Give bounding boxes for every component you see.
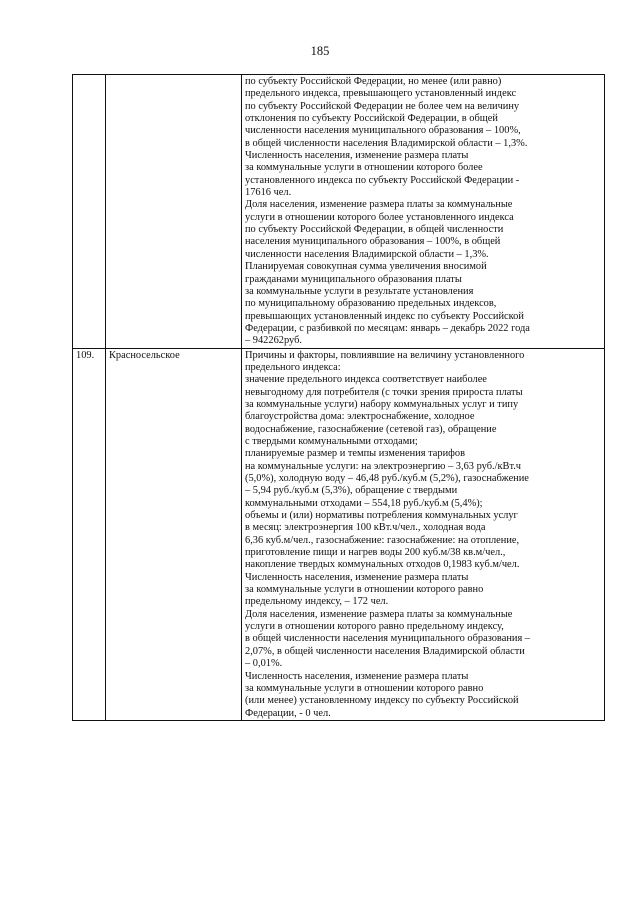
text-line: в общей численности населения Владимирской области – 1,3%. — [245, 137, 528, 149]
text-line: Численность населения, изменение размера платы — [245, 571, 469, 583]
text-line: (или менее) установленному индексу по субъекту Российской — [245, 695, 519, 707]
text-line: с твердыми коммунальными отходами; — [245, 435, 418, 447]
text-line: Доля населения, изменение размера платы за коммунальные — [245, 608, 513, 620]
text-line: невыгодному для потребителя (с точки зрения прироста платы — [245, 386, 523, 398]
text-line: по муниципальному образованию предельных индексов, — [245, 298, 497, 310]
text-line: планируемые размер и темпы изменения тарифов — [245, 448, 465, 460]
text-line: предельному индексу, – 172 чел. — [245, 596, 389, 608]
text-line: Доля населения, изменение размера платы за коммунальные — [245, 199, 513, 211]
text-line: населения муниципального образования – 100%, в общей — [245, 236, 501, 248]
text-line: – 5,94 руб./куб.м (5,3%), обращение с твердыми — [245, 485, 458, 497]
text-line: Планируемая совокупная сумма увеличения вносимой — [245, 261, 487, 273]
text-line: услуги в отношении которого более установленного индекса — [245, 211, 514, 223]
text-line: Численность населения, изменение размера платы — [245, 150, 469, 162]
text-line: превышающих установленный индекс по субъекту Российской — [245, 310, 524, 322]
description-cell — [242, 348, 605, 720]
text-line: Численность населения, изменение размера платы — [245, 670, 469, 682]
document-table — [72, 74, 605, 721]
text-line: численности населения Владимирской области – 1,3%. — [245, 248, 489, 260]
row-number — [73, 75, 106, 349]
text-line: по субъекту Российской Федерации не более чем на величину — [245, 100, 520, 112]
text-line: за коммунальные услуги в отношении которого равно — [245, 682, 484, 694]
text-line: 6,36 куб.м/чел., газоснабжение: газоснабжение: на отопление, — [245, 534, 520, 546]
text-line: по субъекту Российской Федерации, но менее (или равно) — [245, 76, 502, 87]
text-line: численности населения муниципального образования – 100%, — [245, 125, 521, 137]
text-line: за коммунальные услуги в отношении которого более — [245, 162, 483, 174]
text-line: Причины и факторы, повлиявшие на величину установленного — [245, 349, 525, 361]
text-line: в месяц: электроэнергия 100 кВт.ч/чел., холодная вода — [245, 522, 486, 534]
text-line: Федерации, с разбивкой по месяцам: январь – декабрь 2022 года — [245, 322, 530, 334]
table-row — [73, 348, 605, 720]
row-number: 109. — [73, 348, 106, 720]
text-line: значение предельного индекса соответствует наиболее — [245, 374, 487, 386]
table-row — [73, 75, 605, 349]
text-line: гражданами муниципального образования платы — [245, 273, 462, 285]
text-line: 17616 чел. — [245, 187, 292, 199]
text-line: по субъекту Российской Федерации, в общей численности — [245, 224, 504, 236]
text-line: за коммунальные услуги) набору коммунальных услуг и типу — [245, 398, 519, 410]
text-line: предельного индекса, превышающего установленный индекс — [245, 88, 517, 100]
description-cell — [242, 75, 605, 349]
text-line: в общей численности населения муниципального образования – — [245, 633, 531, 645]
page-number: 185 — [310, 44, 330, 58]
text-line: предельного индекса: — [245, 361, 341, 373]
text-line: – 0,01%. — [245, 658, 283, 670]
municipality-name — [106, 75, 242, 349]
text-line: благоустройства дома: электроснабжение, холодное — [245, 411, 475, 423]
text-line: установленного индекса по субъекту Российской Федерации - — [245, 174, 520, 186]
text-line: 2,07%, в общей численности населения Владимирской области — [245, 645, 525, 657]
text-line: накопление твердых коммунальных отходов 0,1983 куб.м/чел. — [245, 559, 520, 571]
text-line: за коммунальные услуги в результате установления — [245, 285, 474, 297]
text-line: приготовление пищи и нагрев воды 200 куб.м/38 кв.м/чел., — [245, 547, 506, 559]
text-line: объемы и (или) нормативы потребления коммунальных услуг — [245, 510, 518, 522]
municipality-name: Красносельское — [106, 348, 242, 720]
text-line: на коммунальные услуги: на электроэнергию – 3,63 руб./кВт.ч — [245, 460, 522, 472]
text-line: (5,0%), холодную воду – 46,48 руб./куб.м (5,2%), газоснабжение — [245, 473, 529, 484]
text-line: отклонения по субъекту Российской Федерации, в общей — [245, 113, 498, 125]
text-line: услуги в отношении которого равно предельному индексу, — [245, 621, 504, 633]
text-line: коммунальными отходами – 554,18 руб./куб.м (5,4%); — [245, 497, 483, 509]
text-line: водоснабжение, газоснабжение (сетевой газ), обращение — [245, 423, 497, 435]
text-line: – 942262руб. — [245, 335, 302, 347]
text-line: за коммунальные услуги в отношении которого равно — [245, 584, 484, 596]
text-line: Федерации, - 0 чел. — [245, 707, 331, 719]
